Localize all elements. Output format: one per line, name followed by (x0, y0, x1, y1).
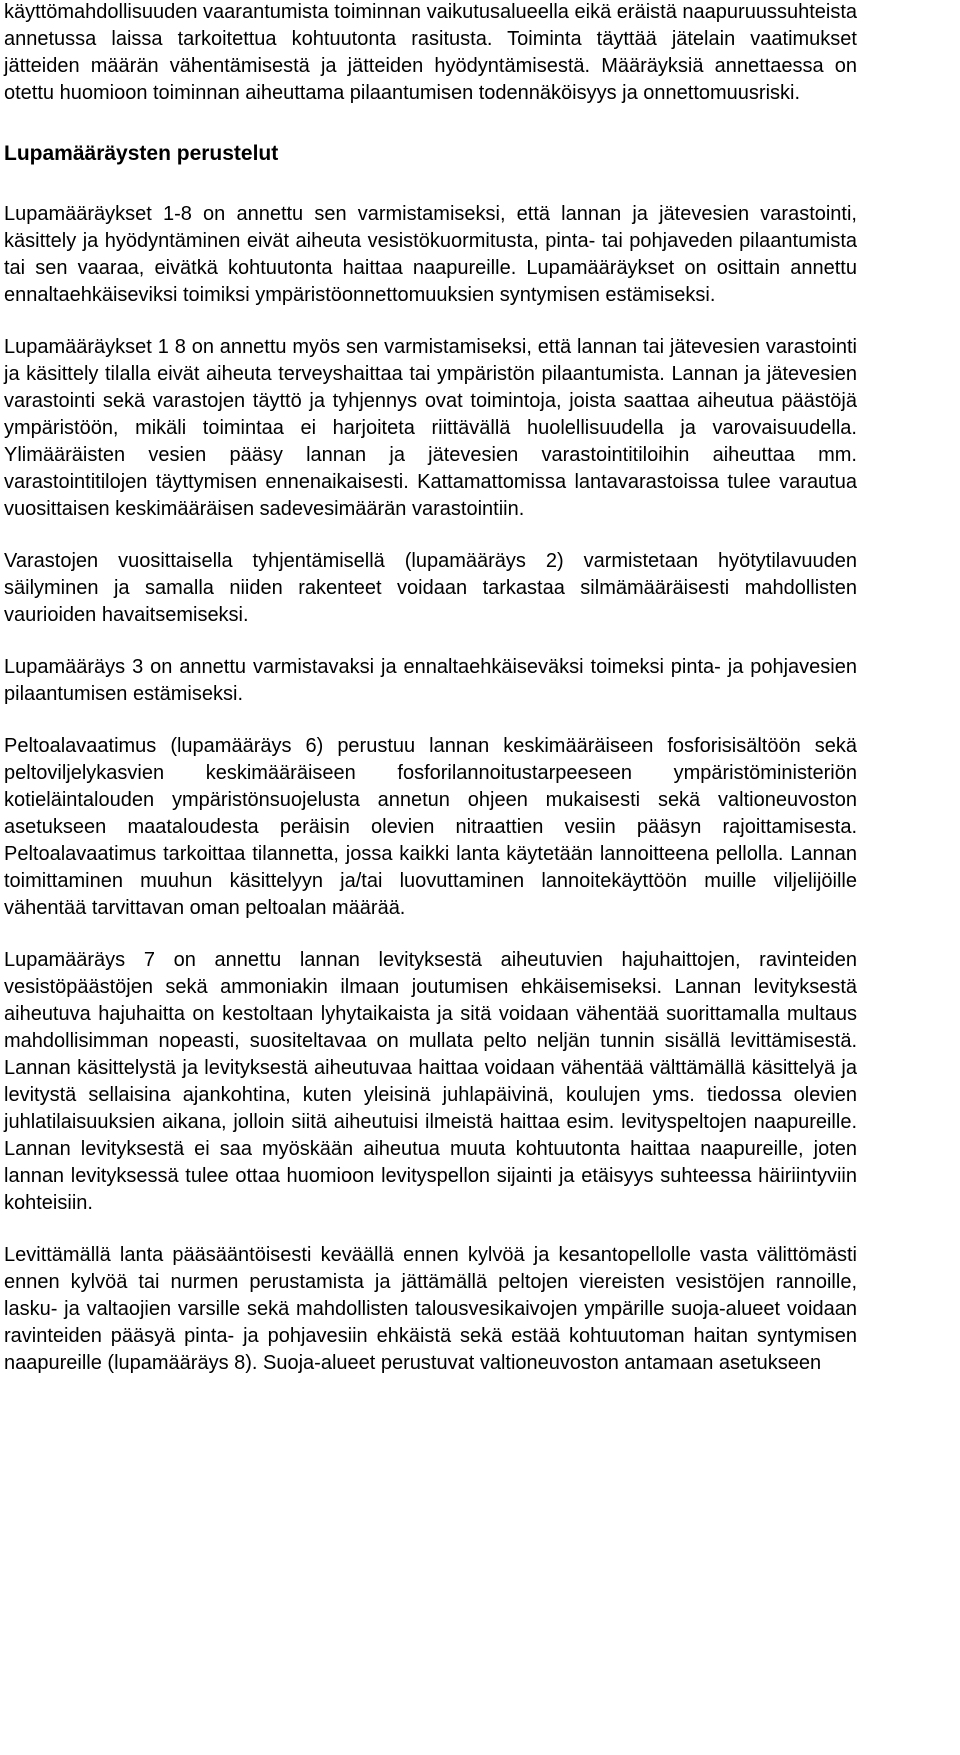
body-paragraph: Lupamääräykset 1-8 on annettu sen varmistamiseksi, että lannan ja jätevesien varastointi, käsittely ja hyödyntäminen eivät aiheuta vesistökuormitusta, pinta- tai pohjaveden pilaantumista tai sen vaaraa, eivätkä kohtuutonta haittaa naapureille. Lupamääräykset on osittain annettu ennaltaehkäiseviksi toimiksi ympäristöonnettomuuksien syntymisen estämiseksi. (4, 203, 857, 306)
body-paragraph: Levittämällä lanta pääsääntöisesti keväällä ennen kylvöä ja kesantopellolle vasta välittömästi ennen kylvöä tai nurmen perustamista ja jättämällä peltojen viereisten vesistöjen rannoille, lasku- ja valtaojien varsille sekä mahdollisten talousvesikaivojen ympärille suoja-alueet voidaan ravinteiden pääsyä pinta- ja pohjavesiin ehkäistä sekä estää kohtuutoman haitan syntymisen naapureille (lupamääräys 8). Suoja-alueet perustuvat valtioneuvoston antamaan asetukseen (4, 1244, 857, 1374)
body-paragraph: Varastojen vuosittaisella tyhjentämisellä (lupamääräys 2) varmistetaan hyötytilavuuden säilyminen ja samalla niiden rakenteet voidaan tarkastaa silmämääräisesti mahdollisten vaurioiden havaitsemiseksi. (4, 550, 857, 626)
intro-paragraph: käyttömahdollisuuden vaarantumista toiminnan vaikutusalueella eikä eräistä naapuruussuhteista annetussa laissa tarkoitettua kohtuutonta rasitusta. Toiminta täyttää jätelain vaatimukset jätteiden määrän vähentämisestä ja jätteiden hyödyntämisestä. Määräyksiä annettaessa on otettu huomioon toiminnan aiheuttama pilaantumisen todennäköisyys ja onnettomuusriski. (4, 1, 857, 104)
body-paragraph: Peltoalavaatimus (lupamääräys 6) perustuu lannan keskimääräiseen fosforisisältöön sekä peltoviljelykasvien keskimääräiseen fosforilannoitustarpeeseen ympäristöministeriön kotieläintalouden ympäristönsuojelusta annetun ohjeen mukaisesti sekä valtioneuvoston asetukseen maataloudesta peräisin olevien nitraattien vesiin pääsyn rajoittamisesta. Peltoalavaatimus tarkoittaa tilannetta, jossa kaikki lanta käytetään lannoitteena pellolla. Lannan toimittaminen muuhun käsittelyyn ja/tai luovuttaminen lannoitekäyttöön muille viljelijöille vähentää tarvittavan oman peltoalan määrää. (4, 735, 857, 919)
body-paragraph: Lupamääräys 7 on annettu lannan levityksestä aiheutuvien hajuhaittojen, ravinteiden vesistöpäästöjen sekä ammoniakin ilmaan joutumisen ehkäisemiseksi. Lannan levityksestä aiheutuva hajuhaitta on kestoltaan lyhytaikaista ja sitä voidaan vähentää suorittamalla multaus mahdollisimman nopeasti, suositeltavaa on mullata pelto neljän tunnin sisällä levittämisestä. Lannan käsittelystä ja levityksestä aiheutuvaa haittaa voidaan vähentää välttämällä käsittelyä ja levitystä sellaisina ajankohtina, kuten yleisinä juhlapäivinä, koulujen yms. tiedossa olevien juhlatilaisuuksien aikana, jolloin siitä aiheutuisi ilmeistä haittaa esim. levityspeltojen naapureille. Lannan levityksestä ei saa myöskään aiheutua muuta kohtuutonta haittaa naapureille, joten lannan levityksessä tulee ottaa huomioon levityspellon sijainti ja etäisyys suhteessa häiriintyviin kohteisiin. (4, 949, 857, 1214)
body-paragraph: Lupamääräykset 1 8 on annettu myös sen varmistamiseksi, että lannan tai jätevesien varastointi ja käsittely tilalla eivät aiheuta terveyshaittaa tai ympäristön pilaantumista. Lannan ja jätevesien varastointi sekä varastojen täyttö ja tyhjennys ovat toimintoja, joista saattaa aiheutua päästöjä ympäristöön, mikäli toimintaa ei harjoiteta riittävällä huolellisuudella ja varovaisuudella. Ylimääräisten vesien pääsy lannan ja jätevesien varastointitiloihin aiheuttaa mm. varastointitilojen täyttymisen ennenaikaisesti. Kattamattomissa lantavarastoissa tulee varautua vuosittaisen keskimääräisen sadevesimäärän varastointiin. (4, 336, 857, 520)
section-heading: Lupamääräysten perustelut (4, 142, 279, 165)
body-paragraph: Lupamääräys 3 on annettu varmistavaksi ja ennaltaehkäiseväksi toimeksi pinta- ja pohjavesien pilaantumisen estämiseksi. (4, 656, 857, 705)
